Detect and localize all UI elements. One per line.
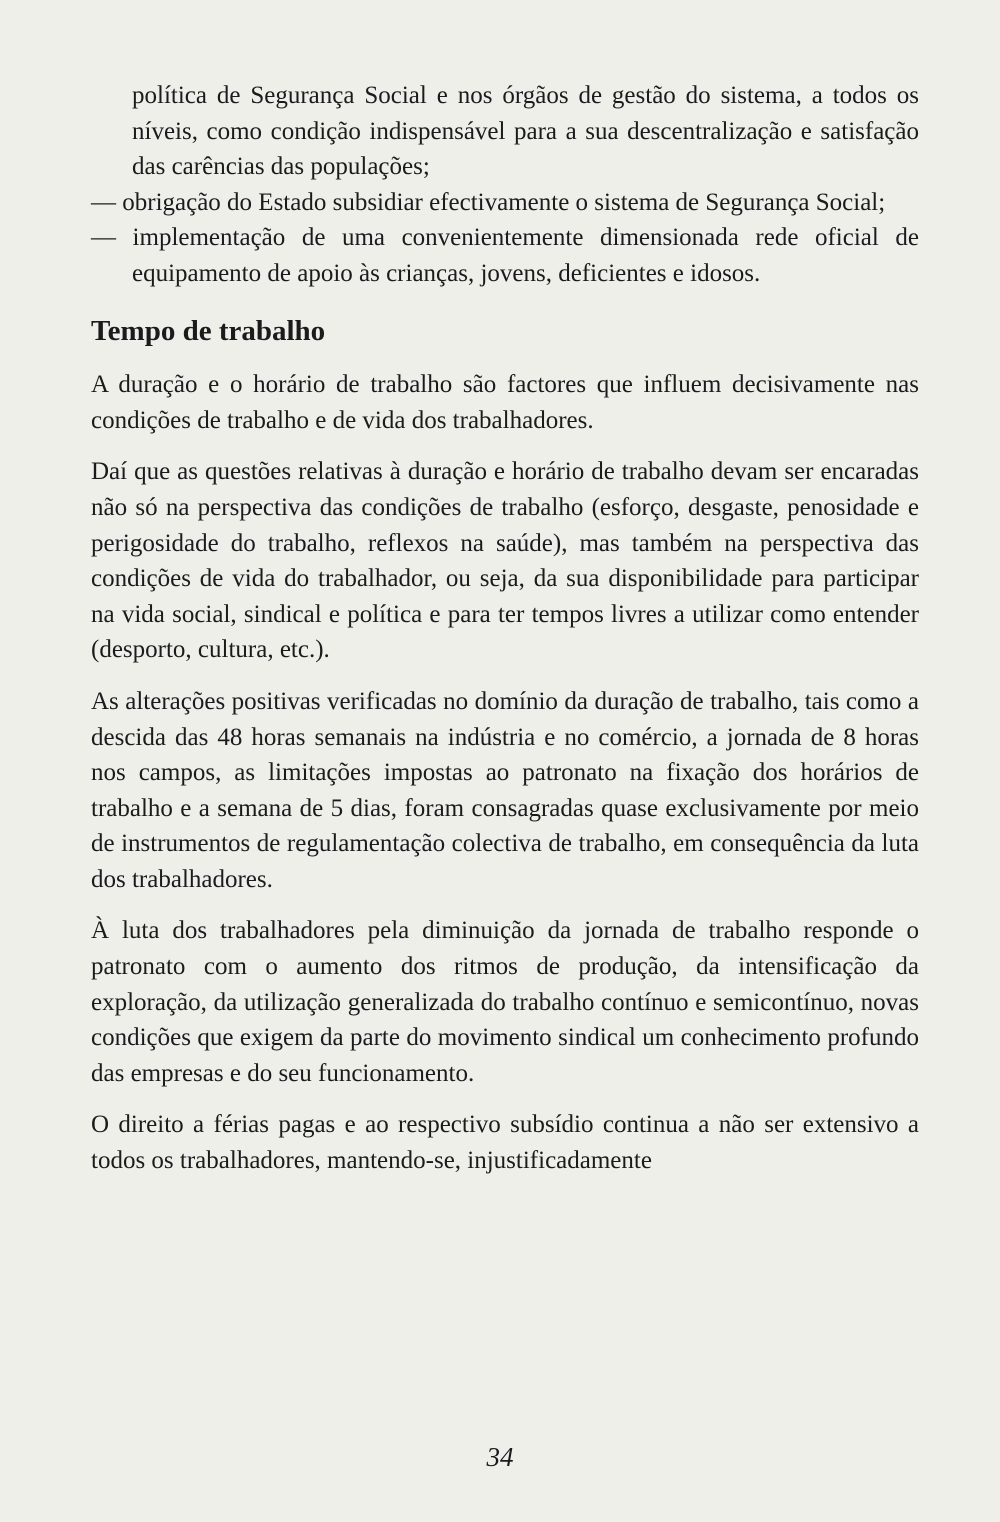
paragraph: A duração e o horário de trabalho são factores que influem decisivamente nas condições de trabalho e de vida dos trabalhadores.: [91, 371, 919, 434]
bullet-list: [91, 78, 919, 292]
list-item-continuation: política de Segurança Social e nos órgãos de gestão do sistema, a todos os níveis, como condição indispensável para a sua descentralização e satisfação das carências das populações;: [132, 82, 919, 181]
list-item: — obrigação do Estado subsidiar efectivamente o sistema de Segurança Social;: [91, 188, 886, 216]
paragraph: O direito a férias pagas e ao respectivo subsídio continua a não ser extensivo a todos os trabalhadores, mantendo-se, injustificadamente: [91, 1111, 919, 1175]
list-item: — implementação de uma convenientemente dimensionada rede oficial de equipamento de apoio às crianças, jovens, deficientes e idosos.: [91, 224, 919, 287]
page-number: 34: [486, 1442, 514, 1472]
paragraph: À luta dos trabalhadores pela diminuição da jornada de trabalho responde o patronato com o aumento dos ritmos de produção, da intensificação da exploração, da utilização generalizada do trabalho contínuo e semicontínuo, novas condições que exigem da parte do movimento sindical um conhecimento profundo das empresas e do seu funcionamento.: [91, 917, 919, 1087]
section-heading: Tempo de trabalho: [91, 314, 326, 347]
paragraph: As alterações positivas verificadas no domínio da duração de trabalho, tais como a descida das 48 horas semanais na indústria e no comércio, a jornada de 8 horas nos campos, as limitações impostas ao patronato na fixação dos horários de trabalho e a semana de 5 dias, foram consagradas quase exclusivamente por meio de instrumentos de regulamentação colectiva de trabalho, em consequência da luta dos trabalhadores.: [91, 687, 919, 893]
paragraph: Daí que as questões relativas à duração e horário de trabalho devam ser encaradas não só na perspectiva das condições de trabalho (esforço, desgaste, penosidade e perigosidade do trabalho, reflexos na saúde), mas também na perspectiva das condições de vida do trabalhador, ou seja, da sua disponibilidade para participar na vida social, sindical e política e para ter tempos livres a utilizar como entender (desporto, cultura, etc.).: [91, 458, 919, 664]
body-text: [91, 78, 919, 1195]
